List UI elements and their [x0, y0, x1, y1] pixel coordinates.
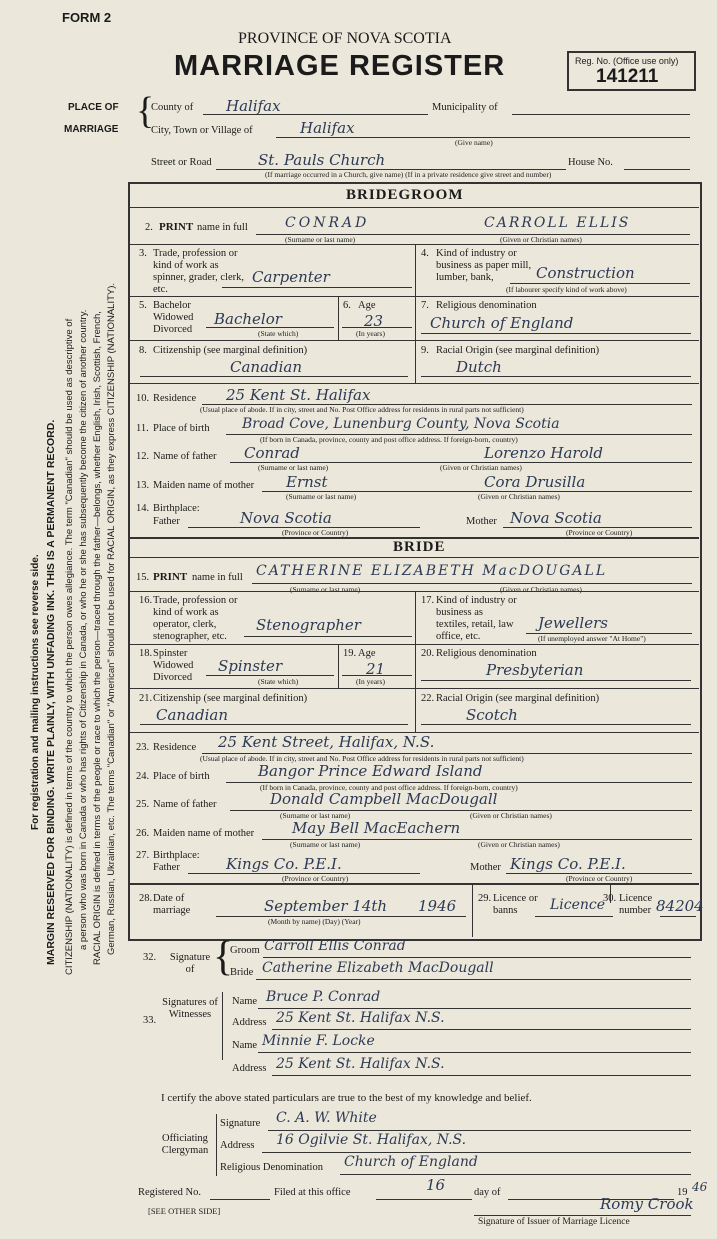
item-28-number: 28. [139, 893, 153, 904]
page-title: MARRIAGE REGISTER [174, 50, 506, 82]
groom-father-given-sub: (Given or Christian names) [440, 463, 522, 472]
item-23-number: 23. [136, 742, 150, 753]
county-label: County of [151, 102, 194, 113]
sig-brace: { [213, 934, 234, 980]
groom-surname: CONRAD [285, 215, 370, 231]
item-11-number: 11. [136, 423, 149, 434]
groom-father-birthplace: Nova Scotia [240, 509, 332, 527]
groom-trade: Carpenter [252, 268, 330, 286]
groom-residence-sub: (Usual place of abode. If in city, street and No. Post Office address for residents in rural parts not sufficient) [200, 405, 524, 414]
margin-binding-note: MARGIN RESERVED FOR BINDING. WRITE PLAINLY, WITH UNFADING INK. THIS IS A PERMANENT RECORD. [45, 419, 57, 965]
bride-residence-label: Residence [153, 742, 197, 753]
signature-of-label: Signature of [169, 952, 211, 975]
city-sub: (Give name) [455, 138, 493, 147]
bride-bp-mother-label: Mother [470, 862, 501, 873]
bride-father-surname-sub: (Surname or last name) [280, 811, 351, 820]
bride-trade-label: Trade, profession or kind of work as operator, clerk, stenographer, etc. [153, 595, 238, 642]
bride-industry: Jewellers [538, 614, 608, 632]
item-14-number: 14. [136, 503, 150, 514]
issuer-signature: Romy Crook [600, 1195, 694, 1213]
bride-age: 21 [366, 660, 386, 678]
bride-mother-birthplace: Kings Co. P.E.I. [510, 855, 626, 873]
groom-industry: Construction [536, 264, 635, 282]
groom-citizenship-label: Citizenship (see marginal definition) [153, 345, 308, 356]
item-15-number: 15. [136, 572, 150, 583]
margin-citizenship-def-1: CITIZENSHIP (NATIONALITY) is defined in terms of the country to which the person owes allegiance. The term "Canadian" should be used as descriptive of [64, 318, 75, 975]
w2-address-label: Address [232, 1063, 267, 1074]
groom-father-given: Lorenzo Harold [484, 444, 604, 462]
clergy-address-label: Address [220, 1140, 255, 1151]
bride-residence: 25 Kent Street, Halifax, N.S. [218, 733, 435, 751]
bride-religion-label: Religious denomination [436, 648, 537, 659]
item-32-number: 32. [143, 952, 157, 963]
bride-status-label: Spinster Widowed Divorced [153, 648, 194, 683]
county-value: Halifax [226, 97, 281, 115]
reg-number-label: Reg. No. (Office use only) [575, 56, 679, 66]
groom-bp-mother-label: Mother [466, 516, 497, 527]
groom-signature: Carroll Ellis Conrad [264, 938, 406, 954]
groom-citizenship: Canadian [230, 358, 303, 376]
item-30-number: 30. [603, 893, 617, 904]
groom-religion-label: Religious denomination [436, 300, 537, 311]
bride-residence-sub: (Usual place of abode. If in city, street and No. Post Office address for residents in rural parts not sufficient) [200, 754, 524, 763]
witness-label: Signatures of Witnesses [162, 997, 218, 1020]
groom-birthplace: Broad Cove, Lunenburg County, Nova Scotia [242, 416, 560, 432]
item-8-number: 8. [139, 345, 147, 356]
item-9-number: 9. [421, 345, 429, 356]
certify-statement: I certify the above stated particulars are true to the best of my knowledge and belief. [161, 1092, 532, 1104]
bride-father-label: Name of father [153, 799, 217, 810]
bride-racial-label: Racial Origin (see marginal definition) [436, 693, 600, 704]
witness-1-address: 25 Kent St. Halifax N.S. [276, 1010, 445, 1026]
bridegroom-heading: BRIDEGROOM [346, 187, 464, 203]
bride-religion: Presbyterian [486, 661, 584, 679]
item-7-number: 7. [421, 300, 429, 311]
bride-birthplace: Bangor Prince Edward Island [258, 762, 483, 780]
item-21-number: 21. [139, 693, 153, 704]
item-20-number: 20. [421, 648, 435, 659]
clergy-signature: C. A. W. White [276, 1110, 377, 1126]
licence-number: 84204 [656, 897, 704, 915]
bride-racial-origin: Scotch [466, 706, 518, 724]
bride-age-sub: (In years) [356, 677, 385, 686]
w1-address-label: Address [232, 1017, 267, 1028]
groom-print-label: PRINT [159, 221, 194, 233]
filed-day: 16 [426, 1176, 446, 1194]
groom-racial-origin: Dutch [456, 358, 502, 376]
street-label: Street or Road [151, 157, 212, 168]
item-22-number: 22. [421, 693, 435, 704]
marriage-date-sub: (Month by name) (Day) (Year) [268, 917, 361, 926]
item-25-number: 25. [136, 799, 150, 810]
bride-industry-label: Kind of industry or business as textiles, retail, law office, etc. [436, 595, 517, 642]
form-number: FORM 2 [62, 10, 112, 25]
w2-name-label: Name [232, 1040, 258, 1051]
margin-racial-def-1: RACIAL ORIGIN is defined in terms of the people or race to which the person—traced through the father—belongs, whether English, Irish, Scottish, French, [92, 311, 103, 965]
denomination-label: Religious Denomination [220, 1162, 323, 1173]
bride-surname-sub: (Surname or last name) [290, 585, 361, 594]
city-label: City, Town or Village of [151, 125, 253, 136]
groom-mother-given: Cora Drusilla [484, 473, 586, 491]
issuer-label: Signature of Issuer of Marriage Licence [478, 1217, 630, 1227]
item-29-number: 29. [478, 893, 492, 904]
groom-age: 23 [364, 312, 384, 330]
margin-racial-def-2: German, Russian, Ukrainian, etc. The terms "Canadian" or "American" should not be used for RACIAL ORIGIN, as they express CITIZENSHIP (NATIONALITY). [106, 282, 117, 955]
groom-sig-label: Groom [230, 945, 260, 956]
item-6-number: 6. [343, 300, 351, 311]
year-prefix: 19 [677, 1187, 688, 1198]
bride-marital-status: Spinster [218, 657, 283, 675]
groom-marital-status: Bachelor [214, 310, 282, 328]
groom-father-surname-sub: (Surname or last name) [258, 463, 329, 472]
street-value: St. Pauls Church [258, 151, 386, 169]
groom-age-label: Age [358, 300, 376, 311]
groom-mother-label: Maiden name of mother [153, 480, 255, 491]
groom-bp-father-label: Father [153, 516, 180, 527]
bride-signature: Catherine Elizabeth MacDougall [262, 960, 494, 976]
groom-racial-label: Racial Origin (see marginal definition) [436, 345, 600, 356]
item-26-number: 26. [136, 828, 150, 839]
groom-age-sub: (In years) [356, 329, 385, 338]
groom-residence: 25 Kent St. Halifax [226, 386, 371, 404]
bride-status-sub: (State which) [258, 677, 299, 686]
bride-mother-given-sub: (Given or Christian names) [478, 840, 560, 849]
groom-residence-label: Residence [153, 393, 197, 404]
item-19-number: 19. [343, 648, 357, 659]
item-18-number: 18. [139, 648, 153, 659]
bride-print-label: PRINT [153, 571, 188, 583]
item-13-number: 13. [136, 480, 150, 491]
bride-mother-surname-sub: (Surname or last name) [290, 840, 361, 849]
reg-number-box [567, 51, 696, 91]
groom-trade-label: Trade, profession or kind of work as spinner, grader, clerk, etc. [153, 248, 244, 295]
day-of-label: day of [474, 1187, 501, 1198]
bride-heading: BRIDE [393, 539, 446, 555]
city-value: Halifax [300, 119, 355, 137]
groom-bp-mother-sub: (Province or Country) [566, 528, 633, 537]
item-12-number: 12. [136, 451, 150, 462]
bride-bp-mother-sub: (Province or Country) [566, 874, 633, 883]
item-16-number: 16. [139, 595, 153, 606]
groom-surname-sub: (Surname or last name) [285, 235, 356, 244]
bride-trade: Stenographer [256, 616, 361, 634]
house-label: House No. [568, 157, 613, 168]
groom-father-label: Name of father [153, 451, 217, 462]
bride-bp-father-label: Father [153, 862, 180, 873]
officiating-label: Officiating Clergyman [161, 1133, 209, 1156]
filed-year: 46 [692, 1180, 708, 1194]
marriage-label: MARRIAGE [64, 124, 119, 135]
bride-citizenship-label: Citizenship (see marginal definition) [153, 693, 308, 704]
bride-sig-label: Bride [230, 967, 254, 978]
groom-status-sub: (State which) [258, 329, 299, 338]
groom-industry-sub: (If labourer specify kind of work above) [506, 285, 627, 294]
place-of-label: PLACE OF [68, 102, 119, 113]
item-33-number: 33. [143, 1015, 157, 1026]
bride-mother: May Bell MacEachern [292, 819, 461, 837]
municipality-label: Municipality of [432, 102, 498, 113]
groom-given-names: CARROLL ELLIS [484, 215, 631, 231]
clergy-address: 16 Ogilvie St. Halifax, N.S. [276, 1132, 467, 1148]
groom-industry-label: Kind of industry or business as paper mill, lumber, bank, [436, 248, 532, 283]
bride-birth-sub: (If born in Canada, province, county and post office address. If foreign-born, country) [260, 783, 518, 792]
item-4-number: 4. [421, 248, 429, 259]
witness-2-address: 25 Kent St. Halifax N.S. [276, 1056, 445, 1072]
groom-mother-given-sub: (Given or Christian names) [478, 492, 560, 501]
groom-mother-surname: Ernst [286, 473, 328, 491]
bride-father: Donald Campbell MacDougall [270, 790, 498, 808]
bride-industry-sub: (If unemployed answer "At Home") [538, 634, 646, 643]
item-3-number: 3. [139, 248, 147, 259]
groom-name-label: name in full [197, 222, 248, 233]
groom-given-sub: (Given or Christian names) [500, 235, 582, 244]
filed-label: Filed at this office [274, 1187, 351, 1198]
clergy-denomination: Church of England [344, 1154, 478, 1170]
bride-bp-father-sub: (Province or Country) [282, 874, 349, 883]
reg-number: 141211 [596, 66, 659, 87]
groom-birth-label: Place of birth [153, 423, 210, 434]
bride-full-name: CATHERINE ELIZABETH MacDOUGALL [256, 563, 608, 579]
item-5-number: 5. [139, 300, 147, 311]
bride-given-sub: (Given or Christian names) [500, 585, 582, 594]
bride-mother-label: Maiden name of mother [153, 828, 255, 839]
licence-number-label: Licence number [619, 893, 653, 916]
item-2-number: 2. [145, 222, 153, 233]
groom-status-label: Bachelor Widowed Divorced [153, 300, 194, 335]
groom-bp-father-sub: (Province or Country) [282, 528, 349, 537]
brace: { [136, 90, 155, 132]
licence-label: Licence or banns [493, 893, 538, 916]
groom-mother-birthplace: Nova Scotia [510, 509, 602, 527]
marriage-date: September 14th [264, 897, 388, 915]
bride-age-label: Age [358, 648, 376, 659]
item-27-number: 27. [136, 850, 150, 861]
bride-citizenship: Canadian [156, 706, 229, 724]
bride-father-birthplace: Kings Co. P.E.I. [226, 855, 342, 873]
bride-father-given-sub: (Given or Christian names) [470, 811, 552, 820]
street-note: (If marriage occurred in a Church, give name) (If in a private residence give street and number) [265, 170, 552, 179]
witness-2-name: Minnie F. Locke [262, 1033, 375, 1049]
registered-no-label: Registered No. [138, 1187, 201, 1198]
w1-name-label: Name [232, 996, 258, 1007]
marriage-date-label: Date of marriage [153, 893, 191, 916]
groom-birthplace-label: Birthplace: [153, 503, 200, 514]
clergy-signature-label: Signature [220, 1118, 261, 1129]
marriage-year: 1946 [418, 897, 457, 915]
see-other-side: [SEE OTHER SIDE] [148, 1206, 221, 1216]
groom-religion: Church of England [430, 314, 574, 332]
groom-mother-surname-sub: (Surname or last name) [286, 492, 357, 501]
province-heading: PROVINCE OF NOVA SCOTIA [238, 30, 452, 47]
bride-name-label: name in full [192, 572, 243, 583]
groom-birth-sub: (If born in Canada, province, county and post office address. If foreign-born, country) [260, 435, 518, 444]
item-24-number: 24. [136, 771, 150, 782]
licence-or-banns: Licence [550, 897, 606, 913]
bride-birth-label: Place of birth [153, 771, 210, 782]
item-17-number: 17. [421, 595, 435, 606]
groom-father-surname: Conrad [244, 444, 300, 462]
item-10-number: 10. [136, 393, 150, 404]
margin-registration-note: For registration and mailing instructions see reverse side. [30, 554, 41, 830]
bride-birthplace-label: Birthplace: [153, 850, 200, 861]
witness-1-name: Bruce P. Conrad [266, 989, 381, 1005]
margin-citizenship-def-2: a person who was born in Canada or who has rights of Citizenship in Canada, or who he or she has subsequently become the citizen of another country. [78, 309, 89, 950]
